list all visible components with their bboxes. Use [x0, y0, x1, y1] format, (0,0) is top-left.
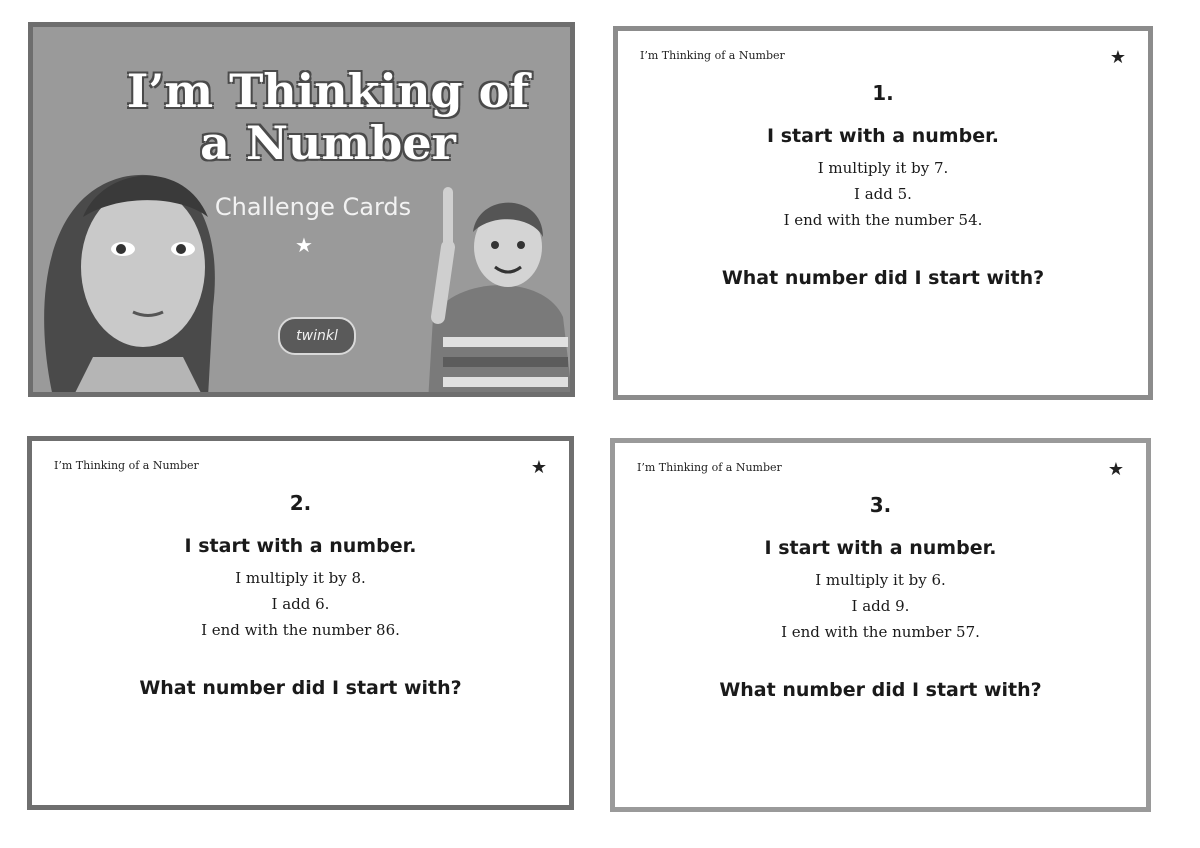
card-body [615, 493, 1146, 701]
card-step-3: I end with the number 54. [783, 211, 983, 229]
star-icon: ★ [295, 233, 313, 257]
card-step-2: I add 9. [851, 597, 910, 615]
challenge-card-2 [27, 436, 574, 810]
card-header: I’m Thinking of a Number [54, 459, 199, 472]
card-number: 3. [869, 493, 892, 517]
card-header: I’m Thinking of a Number [640, 49, 785, 62]
cover-title-line1: I’m Thinking of [126, 64, 530, 118]
card-step-3: I end with the number 86. [201, 621, 400, 639]
card-step-2: I add 6. [271, 595, 330, 613]
card-number: 2. [289, 491, 312, 515]
challenge-card-3 [610, 438, 1151, 812]
card-question: What number did I start with? [719, 679, 1042, 701]
card-lead: I start with a number. [764, 537, 997, 559]
star-icon: ★ [1107, 459, 1124, 480]
cover-card [28, 22, 575, 397]
cover-title [103, 65, 553, 169]
cover-subtitle: Challenge Cards [214, 193, 412, 221]
card-header: I’m Thinking of a Number [637, 461, 782, 474]
star-icon: ★ [1109, 47, 1126, 68]
card-body [32, 491, 569, 699]
cover-title-line2: a Number [200, 116, 456, 170]
challenge-card-1 [613, 26, 1153, 400]
card-question: What number did I start with? [139, 677, 462, 699]
boy-illustration [413, 177, 575, 397]
card-step-1: I multiply it by 8. [235, 569, 366, 587]
card-body [618, 81, 1148, 289]
star-icon: ★ [530, 457, 547, 478]
girl-illustration [33, 137, 233, 397]
card-step-1: I multiply it by 6. [815, 571, 946, 589]
card-lead: I start with a number. [767, 125, 999, 147]
card-step-2: I add 5. [854, 185, 912, 203]
card-step-3: I end with the number 57. [781, 623, 980, 641]
card-step-1: I multiply it by 7. [817, 159, 949, 177]
card-lead: I start with a number. [184, 535, 417, 557]
twinkl-logo: twinkl [278, 317, 356, 355]
card-question: What number did I start with? [721, 267, 1045, 289]
card-number: 1. [872, 81, 894, 105]
